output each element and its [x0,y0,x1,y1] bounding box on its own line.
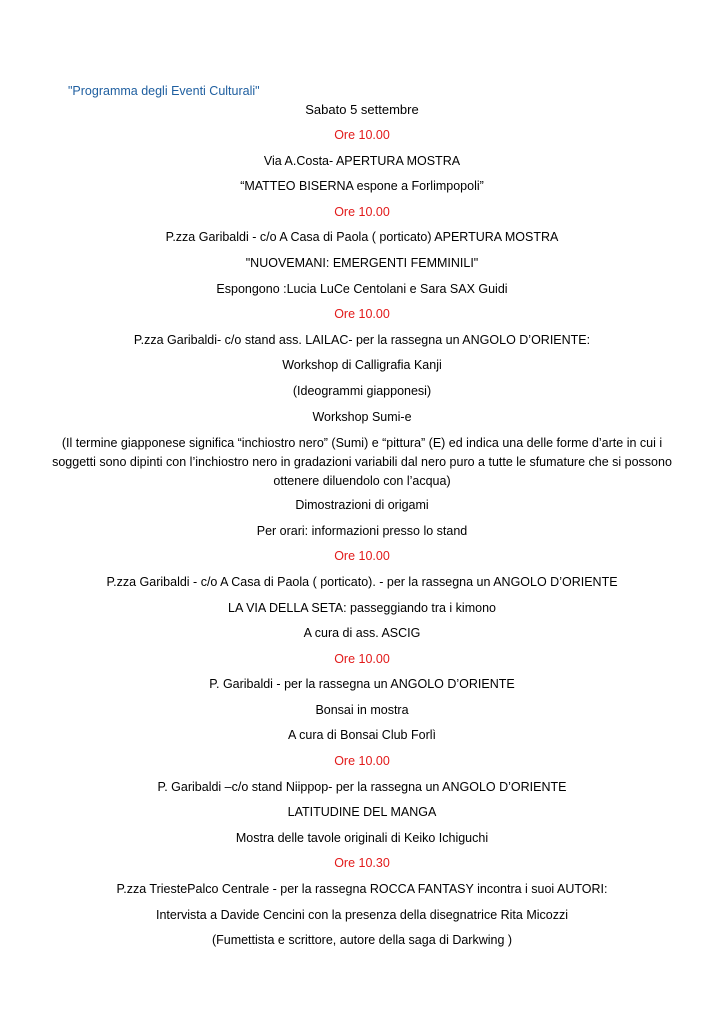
event-line: A cura di ass. ASCIG [303,626,421,641]
event-line: P.zza Garibaldi - c/o A Casa di Paola ( porticato). - per la rassegna un ANGOLO D’ORIENTE [106,574,618,589]
event-line: Bonsai in mostra [315,702,409,717]
event-line: Workshop di Calligrafia Kanji [282,358,442,373]
event-line: P.zza Garibaldi- c/o stand ass. LAILAC- per la rassegna un ANGOLO D’ORIENTE: [133,332,591,347]
event-description: (Il termine giapponese significa “inchiostro nero” (Sumi) e “pittura” (E) ed indica una delle forme d’arte in cui i soggetti sono dipinti con l’inchiostro nero in gradazioni variabili dal nero puro a tutte le sfumature che si possono ottenere diluendolo con l’acqua) [52,436,672,489]
event-line: Intervista a Davide Cencini con la presenza della disegnatrice Rita Micozzi [155,907,568,922]
event-line: Mostra delle tavole originali di Keiko Ichiguchi [235,830,489,845]
event-line: Workshop Sumi-e [312,409,412,424]
event-line: P. Garibaldi –c/o stand Niippop- per la rassegna un ANGOLO D’ORIENTE [157,779,567,794]
event-time: Ore 10.00 [334,754,390,769]
event-line: (Fumettista e scrittore, autore della saga di Darkwing ) [211,933,513,948]
event-line: Via A.Costa- APERTURA MOSTRA [263,153,461,168]
event-time: Ore 10.00 [334,549,390,564]
event-line: LA VIA DELLA SETA: passeggiando tra i kimono [228,600,496,615]
event-line: Per orari: informazioni presso lo stand [256,523,468,538]
document-title: "Programma degli Eventi Culturali" [68,84,260,98]
event-line: P. Garibaldi - per la rassegna un ANGOLO D’ORIENTE [209,677,515,692]
event-line: (Ideogrammi giapponesi) [292,383,432,398]
event-time: Ore 10.00 [334,128,390,142]
event-line: "NUOVEMANI: EMERGENTI FEMMINILI" [245,255,479,270]
event-line: P.zza Garibaldi - c/o A Casa di Paola ( porticato) APERTURA MOSTRA [165,230,559,245]
event-line: Espongono :Lucia LuCe Centolani e Sara SAX Guidi [216,281,508,296]
event-time: Ore 10.00 [334,307,390,322]
event-time: Ore 10.00 [334,651,390,666]
event-time: Ore 10.30 [334,856,390,871]
event-line: Dimostrazioni di origami [295,498,429,513]
event-date: Sabato 5 settembre [305,102,419,117]
event-line: “MATTEO BISERNA espone a Forlimpopoli” [240,179,484,194]
event-program [40,102,684,958]
event-time: Ore 10.00 [334,204,390,219]
event-line: A cura di Bonsai Club Forlì [288,728,436,743]
event-line: P.zza TriestePalco Centrale - per la rassegna ROCCA FANTASY incontra i suoi AUTORI: [116,882,608,897]
event-line: LATITUDINE DEL MANGA [287,805,437,820]
